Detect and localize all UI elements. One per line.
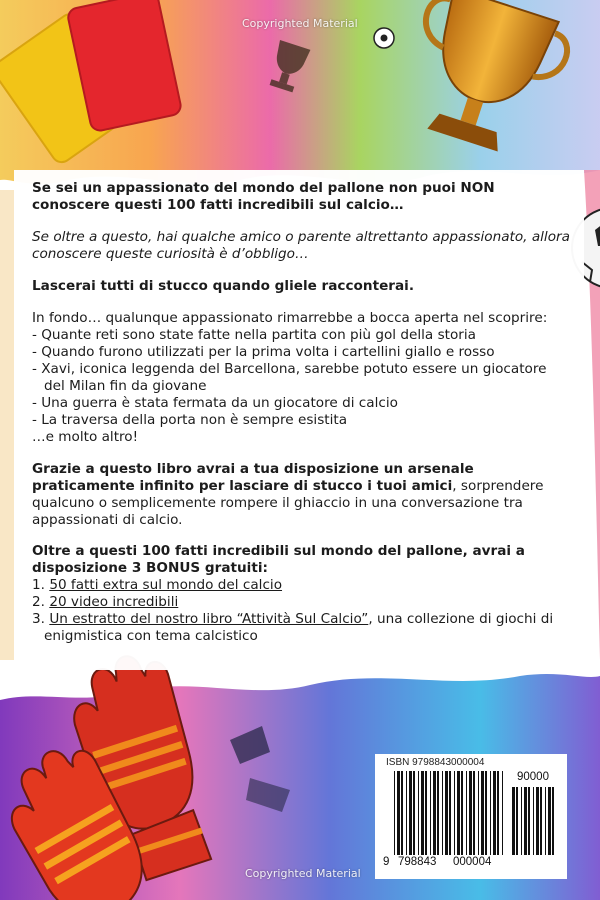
barcode-bar <box>454 771 455 855</box>
watermark-bottom: Copyrighted Material <box>245 867 361 880</box>
barcode-bar <box>413 771 415 855</box>
bonus-number: 1. <box>32 577 45 593</box>
facts-intro: In fondo… qualunque appassionato rimarrebbe a bocca aperta nel scoprire: <box>32 310 548 326</box>
description-text <box>32 180 572 645</box>
barcode-bar <box>394 771 395 855</box>
barcode-bar <box>449 771 451 855</box>
price-code: 90000 <box>517 771 549 783</box>
barcode-bar <box>437 771 439 855</box>
bonus-continuation: enigmistica con tema calcistico <box>44 628 258 644</box>
facts-list <box>32 327 572 446</box>
barcode-bar <box>540 787 542 855</box>
barcode-bar <box>433 771 436 855</box>
barcode-bar <box>552 787 554 855</box>
bonus-number: 3. <box>32 611 45 627</box>
bonus-list <box>32 577 572 645</box>
bonus-link[interactable]: 50 fatti extra sul mondo del calcio <box>49 577 283 593</box>
soccer-ball-small-icon <box>374 28 394 48</box>
arsenal-bold: Grazie a questo libro avrai a tua disposizione un arsenale praticamente infinito per lasciare di stucco i tuoi amici <box>32 461 474 494</box>
barcode-bar <box>545 787 546 855</box>
bonus-rest: , una collezione di giochi di <box>368 611 554 627</box>
barcode-bar <box>497 771 499 855</box>
bonus-number: 2. <box>32 594 45 610</box>
list-item <box>32 594 572 611</box>
barcode-bar <box>406 771 407 855</box>
list-item-continuation: del Milan fin da giovane <box>44 378 207 394</box>
barcode-bar <box>418 771 419 855</box>
barcode-bar <box>490 771 491 855</box>
barcode-bar <box>493 771 496 855</box>
bonus-heading: Oltre a questi 100 fatti incredibili sul mondo del pallone, avrai a disposizione 3 BONUS gratuiti: <box>32 543 525 576</box>
barcode-bar <box>421 771 424 855</box>
list-item: …e molto altro! <box>32 429 139 445</box>
barcode-bar <box>485 771 487 855</box>
barcode-bar <box>457 771 460 855</box>
barcode-bar <box>478 771 479 855</box>
barcode-bar <box>533 787 534 855</box>
list-item <box>32 611 572 628</box>
list-item: - Quante reti sono state fatte nella partita con più gol della storia <box>32 327 477 343</box>
barcode-bar <box>401 771 403 855</box>
barcode-bar <box>466 771 467 855</box>
barcode-bar <box>442 771 443 855</box>
arsenal-rest: , sorprendere qualcuno o semplicemente rompere il ghiaccio in una conversazione tra appassionati di calcio. <box>32 478 544 528</box>
list-item <box>32 577 572 594</box>
barcode-bar <box>445 771 448 855</box>
list-item <box>32 628 572 645</box>
barcode-bar <box>397 771 400 855</box>
barcode-bar <box>461 771 463 855</box>
barcode-bar <box>528 787 530 855</box>
barcode-bar <box>469 771 472 855</box>
barcode-icon <box>384 771 560 863</box>
bonus-link[interactable]: 20 video incredibili <box>49 594 179 610</box>
list-item: - Quando furono utilizzati per la prima volta i cartellini giallo e rosso <box>32 344 495 360</box>
barcode-bar <box>536 787 539 855</box>
list-item <box>32 378 572 395</box>
barcode-bar <box>425 771 427 855</box>
barcode-bar <box>409 771 412 855</box>
barcode-bar <box>473 771 475 855</box>
barcode-bar <box>430 771 431 855</box>
barcode-bar <box>516 787 518 855</box>
hook-line: Lascerai tutti di stucco quando gliele racconterai. <box>32 278 414 294</box>
watermark-top: Copyrighted Material <box>242 17 358 30</box>
barcode-digits-group2: 000004 <box>453 856 492 868</box>
arsenal-paragraph <box>32 461 572 529</box>
barcode-bar <box>521 787 522 855</box>
list-item: - Una guerra è stata fermata da un giocatore di calcio <box>32 395 398 411</box>
intro-bold: Se sei un appassionato del mondo del pallone non puoi NON conoscere questi 100 fatti incredibili sul calcio… <box>32 180 495 213</box>
barcode-bar <box>481 771 484 855</box>
barcode-digit-first: 9 <box>383 856 390 868</box>
bonus-link[interactable]: Un estratto del nostro libro “Attività Sul Calcio” <box>49 611 369 627</box>
barcode-bar <box>502 771 503 855</box>
barcode-digits-group1: 798843 <box>398 856 437 868</box>
list-item: - Xavi, iconica leggenda del Barcellona, sarebbe potuto essere un giocatore <box>32 361 547 377</box>
barcode-bar <box>512 787 515 855</box>
intro-italic: Se oltre a questo, hai qualche amico o parente altrettanto appassionato, allora conoscere queste curiosità è d’obbligo… <box>32 229 570 262</box>
barcode-bar <box>524 787 527 855</box>
isbn-label: ISBN 9798843000004 <box>386 757 485 768</box>
list-item: - La traversa della porta non è sempre esistita <box>32 412 348 428</box>
barcode-bar <box>548 787 551 855</box>
